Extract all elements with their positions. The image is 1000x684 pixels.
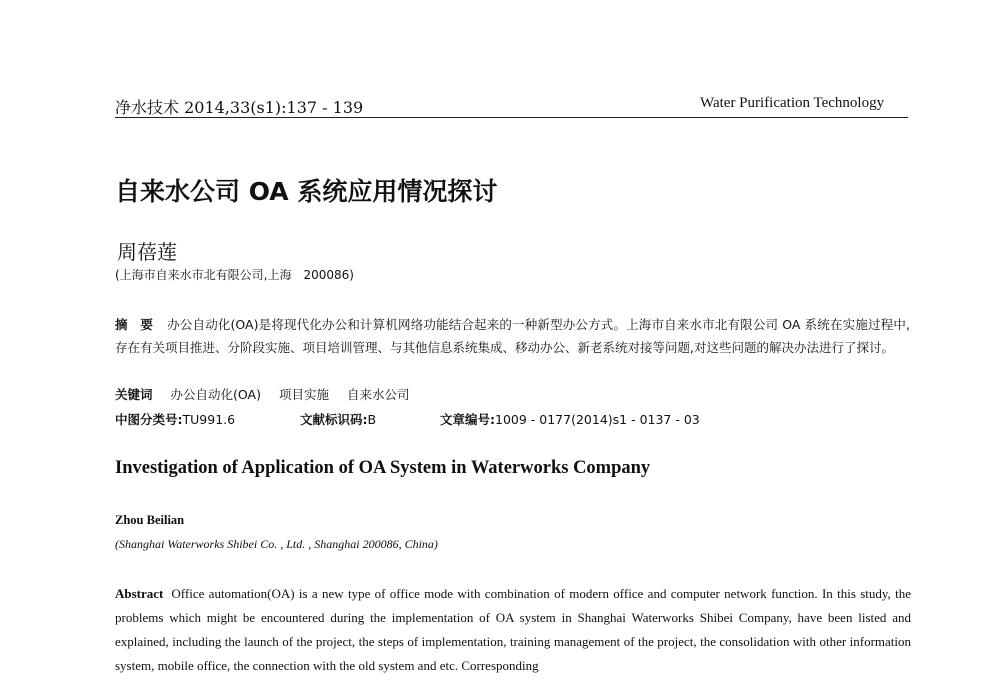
doc-code-value: B: [367, 412, 377, 427]
author-cn: 周蓓莲: [117, 240, 177, 264]
keywords-label-cn: 关键词: [115, 387, 153, 402]
header-rule: [115, 117, 908, 118]
author-en: Zhou Beilian: [115, 513, 185, 527]
affiliation-cn: (上海市自来水市北有限公司,上海 200086): [115, 268, 354, 282]
abstract-label-en: Abstract: [115, 586, 164, 601]
affiliation-en: (Shanghai Waterworks Shibei Co. , Ltd. , Shanghai 200086, China): [115, 537, 438, 551]
abstract-text-en: Office automation(OA) is a new type of office mode with combination of modern office and computer network function. In this study, the problems which might be encountered during the implementation of OA system in Shanghai Waterworks Shibei Company, have been listed and explained, including the launch of the project, the steps of implementation, training management of the project, the consolidation with other information system, mobile office, the connection with the old system and etc. Corresponding: [115, 586, 911, 673]
doc-code-label: 文献标识码:: [300, 412, 368, 427]
clc-label: 中图分类号:: [115, 412, 183, 427]
keyword-item: 项目实施: [278, 387, 329, 402]
keyword-item: 办公自动化(OA): [170, 387, 261, 402]
classification-line: [115, 410, 700, 428]
journal-name-en: Water Purification Technology: [700, 95, 885, 111]
keyword-item: 自来水公司: [346, 387, 410, 402]
abstract-cn: [115, 313, 910, 359]
title-en: Investigation of Application of OA System in Waterworks Company: [115, 458, 651, 478]
keywords-cn: [115, 385, 409, 403]
clc-value: TU991.6: [182, 412, 236, 427]
abstract-label-cn: 摘 要: [115, 317, 154, 332]
title-cn: 自来水公司 OA 系统应用情况探讨: [115, 177, 498, 206]
abstract-text-cn: 办公自动化(OA)是将现代化办公和计算机网络功能结合起来的一种新型办公方式。上海市自来水市北有限公司 OA 系统在实施过程中,存在有关项目推进、分阶段实施、项目培训管理、与其他信息系统集成、移动办公、新老系统对接等问题,对这些问题的解决办法进行了探讨。: [115, 317, 910, 355]
article-no-value: 1009 - 0177(2014)s1 - 0137 - 03: [495, 412, 700, 427]
article-no-label: 文章编号:: [440, 412, 495, 427]
journal-citation-cn: 净水技术 2014,33(s1):137 - 139: [115, 98, 364, 117]
abstract-en: [115, 582, 911, 678]
